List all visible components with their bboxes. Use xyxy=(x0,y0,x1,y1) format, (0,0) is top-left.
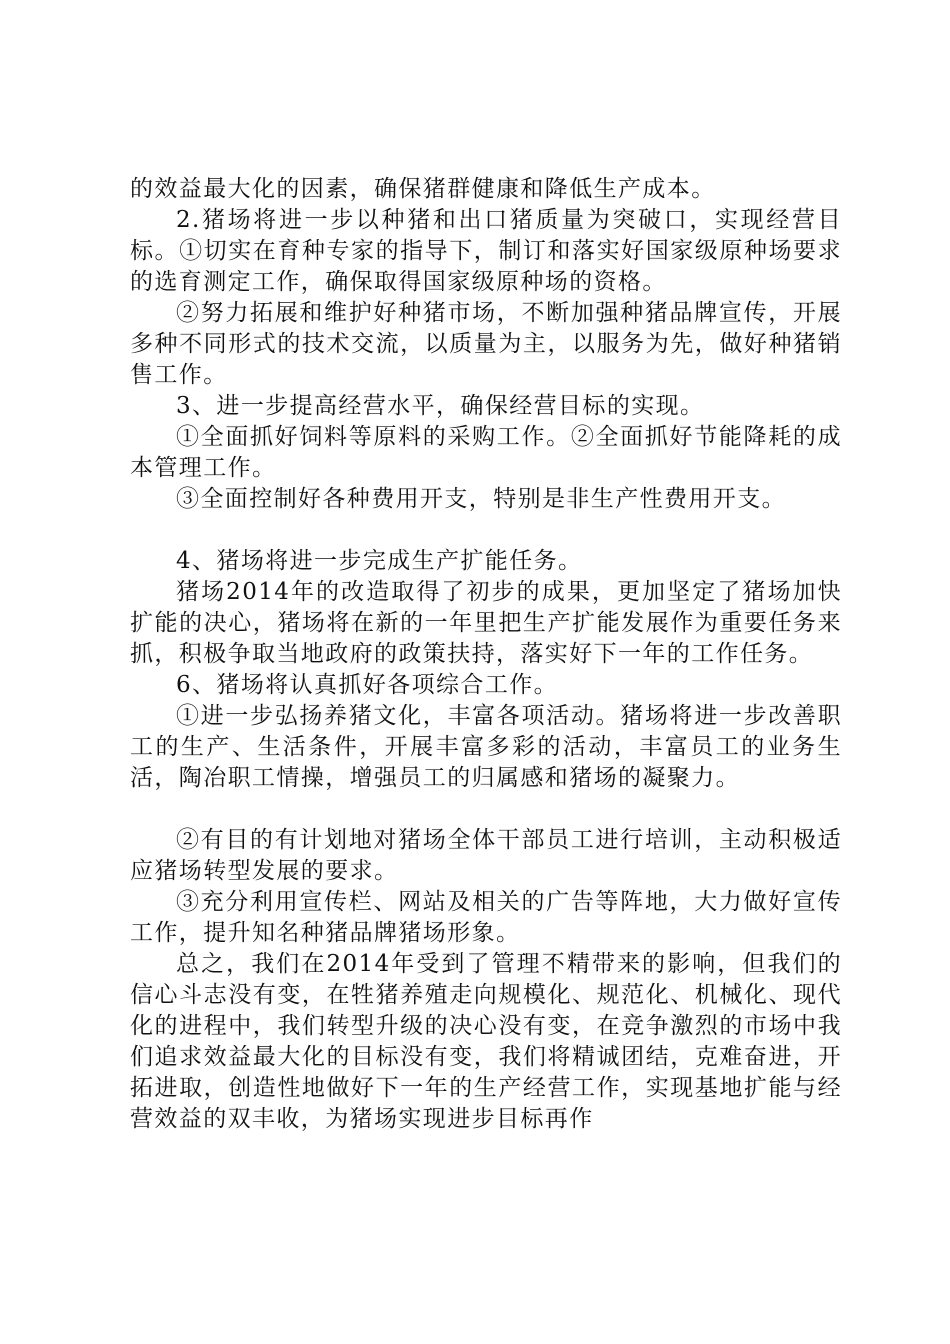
paragraph-item-6-sub-2: ②有目的有计划地对猪场全体干部员工进行培训，主动积极适应猪场转型发展的要求。 xyxy=(130,827,842,884)
paragraph-item-3-sub-1-2: ①全面抓好饲料等原料的采购工作。②全面抓好节能降耗的成本管理工作。 xyxy=(130,424,842,481)
paragraph-item-4: 4、猪场将进一步完成生产扩能任务。 xyxy=(176,548,583,574)
paragraph-summary: 总之，我们在2014年受到了管理不精带来的影响，但我们的信心斗志没有变，在牲猪养殖走向规模化、规范化、机械化、现代化的进程中，我们转型升级的决心没有变，在竞争激烈的市场中我们追求效益最大化的目标没有变，我们将精诚团结，克难奋进，开拓进取，创造性地做好下一年的生产经营工作，实现基地扩能与经营效益的双丰收，为猪场实现进步目标再作 xyxy=(130,951,842,1132)
paragraph-item-6-sub-1: ①进一步弘扬养猪文化，丰富各项活动。猪场将进一步改善职工的生产、生活条件，开展丰富多彩的活动，丰富员工的业务生活，陶冶职工情操，增强员工的归属感和猪场的凝聚力。 xyxy=(130,703,842,791)
document-body xyxy=(130,174,842,1135)
paragraph-item-6-sub-3: ③充分利用宣传栏、网站及相关的广告等阵地，大力做好宣传工作，提升知名种猪品牌猪场形象。 xyxy=(130,889,842,946)
paragraph-item-4-body: 猪场2014年的改造取得了初步的成果，更加坚定了猪场加快扩能的决心，猪场将在新的一年里把生产扩能发展作为重要任务来抓，积极争取当地政府的政策扶持，落实好下一年的工作任务。 xyxy=(130,579,842,667)
paragraph-continuation: 的效益最大化的因素，确保猪群健康和降低生产成本。 xyxy=(130,176,716,202)
paragraph-item-2: 2.猪场将进一步以种猪和出口猪质量为突破口，实现经营目标。①切实在育种专家的指导下，制订和落实好国家级原种场要求的选育测定工作，确保取得国家级原种场的资格。 xyxy=(130,207,842,295)
paragraph-item-2-sub-2: ②努力拓展和维护好种猪市场，不断加强种猪品牌宣传，开展多种不同形式的技术交流，以质量为主，以服务为先，做好种猪销售工作。 xyxy=(130,300,842,388)
paragraph-item-3-sub-3: ③全面控制好各种费用开支，特别是非生产性费用开支。 xyxy=(176,486,786,512)
paragraph-item-6: 6、猪场将认真抓好各项综合工作。 xyxy=(176,672,559,698)
paragraph-item-3: 3、进一步提高经营水平，确保经营目标的实现。 xyxy=(176,393,705,419)
